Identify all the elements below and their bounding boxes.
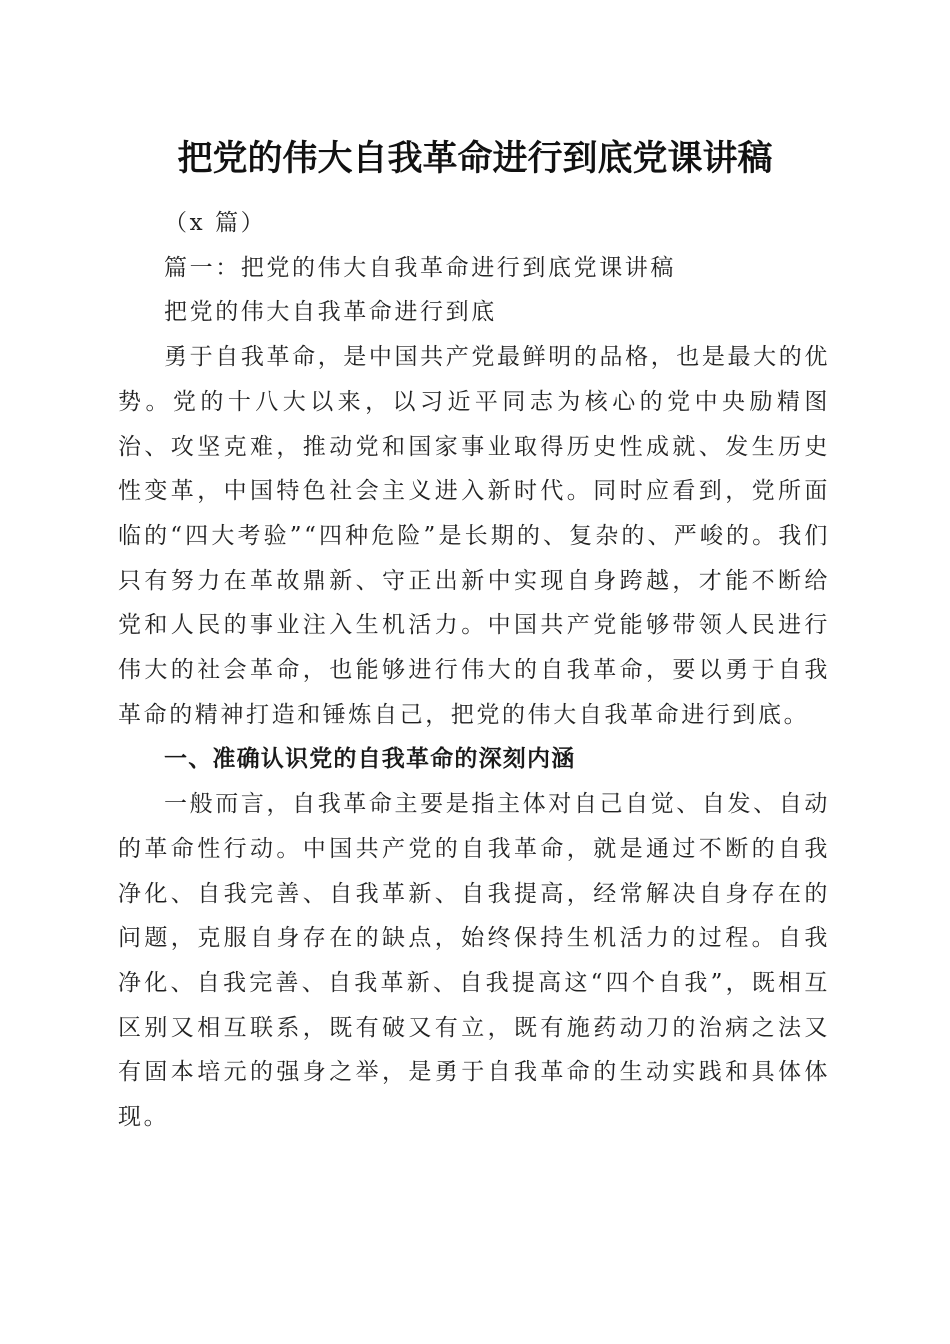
section-heading-1: 一、准确认识党的自我革命的深刻内涵: [164, 746, 576, 773]
document-title: 把党的伟大自我革命进行到底党课讲稿: [177, 138, 773, 179]
document-body: [118, 201, 830, 1140]
count-note: （x 篇）: [164, 210, 267, 236]
section-label: 篇一：把党的伟大自我革命进行到底党课讲稿: [164, 254, 676, 281]
paragraph-meaning: 一般而言，自我革命主要是指主体对自己自觉、自发、自动的革命性行动。中国共产党的自我革命，就是通过不断的自我净化、自我完善、自我革新、自我提高，经常解决自身存在的问题，克服自身存在的缺点，始终保持生机活力的过程。自我净化、自我完善、自我革新、自我提高这“四个自我”，既相互区别又相互联系，既有破又有立，既有施药动刀的治病之法又有固本培元的强身之举，是勇于自我革命的生动实践和具体体现。: [118, 791, 830, 1131]
document-subtitle: 把党的伟大自我革命进行到底: [164, 299, 497, 326]
paragraph-intro: 勇于自我革命，是中国共产党最鲜明的品格，也是最大的优势。党的十八大以来，以习近平同志为核心的党中央励精图治、攻坚克难，推动党和国家事业取得历史性成就、发生历史性变革，中国特色社会主义进入新时代。同时应看到，党所面临的“四大考验”“四种危险”是长期的、复杂的、严峻的。我们只有努力在革故鼎新、守正出新中实现自身跨越，才能不断给党和人民的事业注入生机活力。中国共产党能够带领人民进行伟大的社会革命，也能够进行伟大的自我革命，要以勇于自我革命的精神打造和锤炼自己，把党的伟大自我革命进行到底。: [118, 344, 830, 728]
